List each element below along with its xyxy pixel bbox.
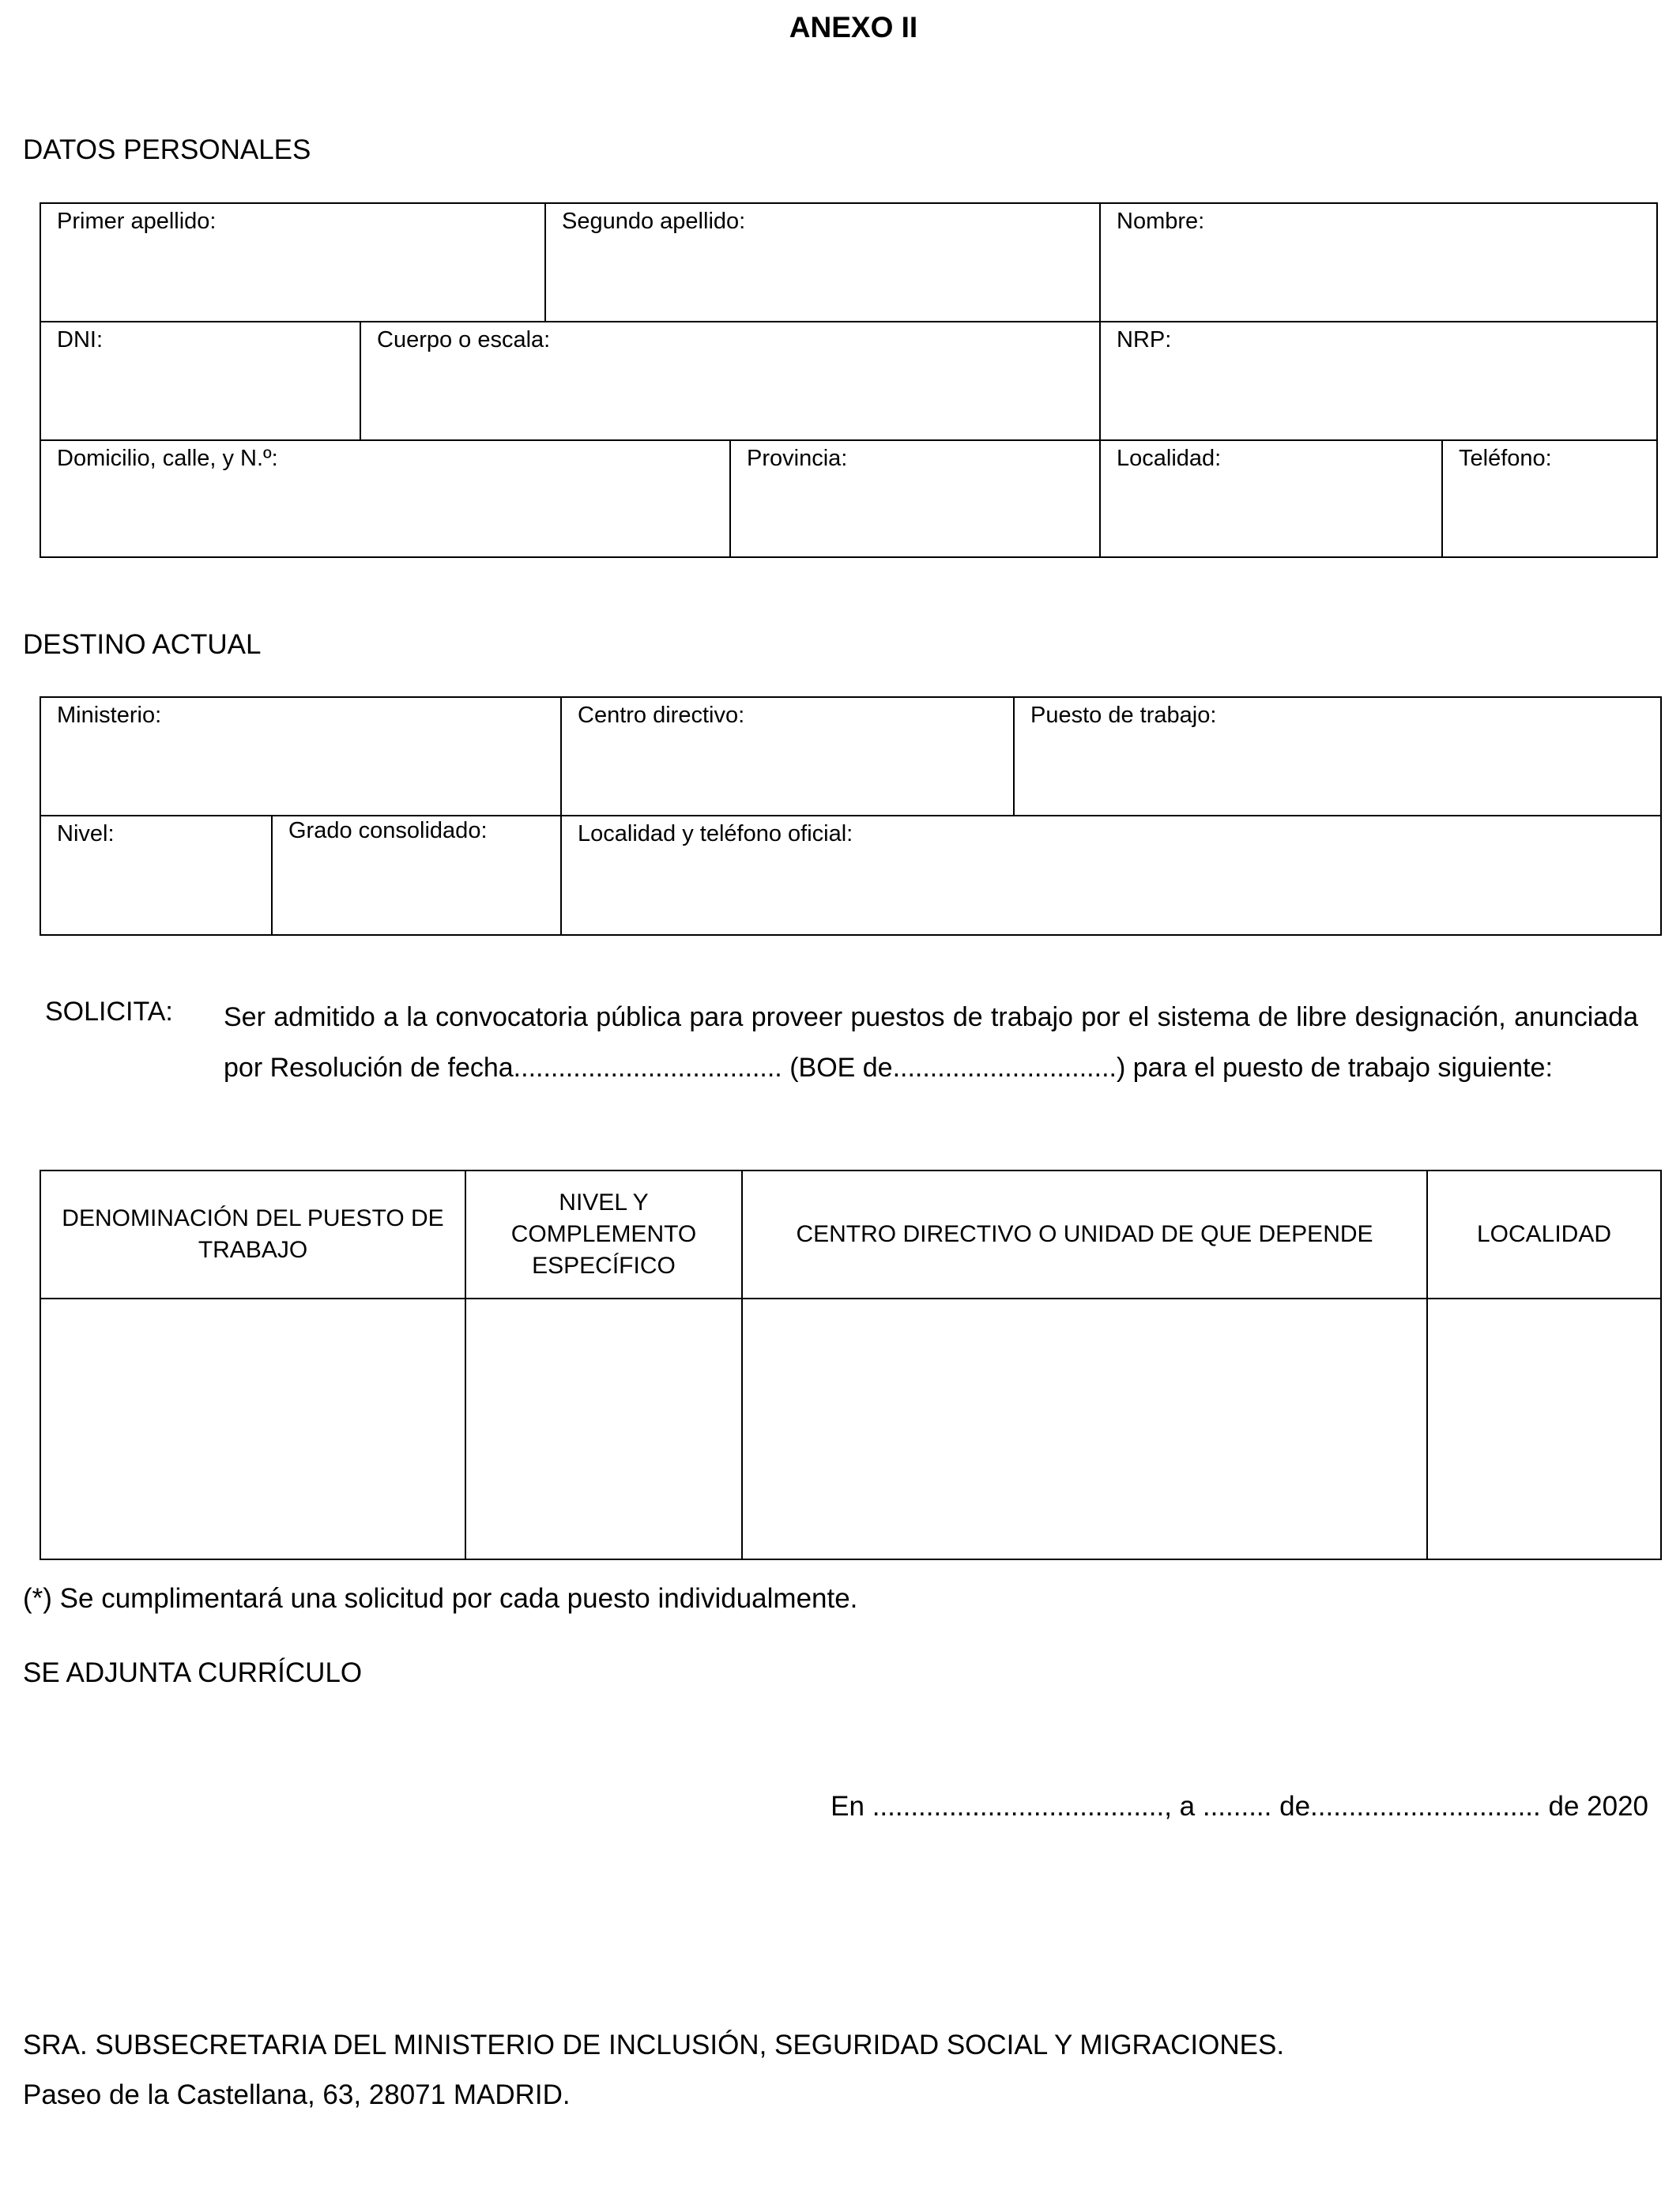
provincia-field[interactable]: [731, 441, 1101, 556]
denominacion-input-cell[interactable]: [41, 1299, 466, 1559]
nombre-field[interactable]: [1101, 204, 1656, 322]
ministerio-field[interactable]: [41, 698, 562, 816]
primer-apellido-label: Primer apellido:: [57, 209, 217, 234]
header-localidad: LOCALIDAD: [1428, 1171, 1660, 1299]
localidad-field[interactable]: [1101, 441, 1443, 556]
solicita-label: SOLICITA:: [45, 997, 173, 1027]
grado-consolidado-label: Grado consolidado:: [288, 818, 488, 843]
dni-field[interactable]: [41, 322, 361, 441]
cuerpo-escala-field[interactable]: [361, 322, 1101, 441]
recipient-line-1: SRA. SUBSECRETARIA DEL MINISTERIO DE INCLUSIÓN, SEGURIDAD SOCIAL Y MIGRACIONES.: [23, 2030, 1285, 2060]
dni-label: DNI:: [57, 327, 103, 352]
nivel-field[interactable]: [41, 816, 273, 934]
puesto-trabajo-field[interactable]: [1015, 698, 1660, 816]
segundo-apellido-label: Segundo apellido:: [562, 209, 746, 234]
nrp-label: NRP:: [1117, 327, 1172, 352]
nivel-complemento-input-cell[interactable]: [466, 1299, 743, 1559]
primer-apellido-field[interactable]: [41, 204, 546, 322]
domicilio-label: Domicilio, calle, y N.º:: [57, 446, 278, 471]
localidad-telefono-field[interactable]: [562, 816, 1660, 934]
puestos-table: [40, 1170, 1662, 1560]
segundo-apellido-field[interactable]: [546, 204, 1101, 322]
cuerpo-escala-label: Cuerpo o escala:: [377, 327, 551, 352]
domicilio-field[interactable]: [41, 441, 731, 556]
centro-directivo-input-cell[interactable]: [743, 1299, 1428, 1559]
centro-directivo-field[interactable]: [562, 698, 1015, 816]
nivel-label: Nivel:: [57, 821, 115, 846]
adjunta-curriculo: SE ADJUNTA CURRÍCULO: [23, 1657, 363, 1688]
destino-actual-table: [40, 696, 1662, 936]
centro-directivo-label: Centro directivo:: [578, 703, 745, 728]
datos-personales-table: [40, 202, 1658, 558]
ministerio-label: Ministerio:: [57, 703, 162, 728]
telefono-field[interactable]: [1443, 441, 1656, 556]
note-text: (*) Se cumplimentará una solicitud por cada puesto individualmente.: [23, 1583, 858, 1614]
destino-actual-heading: DESTINO ACTUAL: [23, 629, 262, 660]
provincia-label: Provincia:: [747, 446, 848, 471]
grado-consolidado-field[interactable]: [273, 816, 562, 934]
nrp-field[interactable]: [1101, 322, 1656, 441]
document-title: ANEXO II: [789, 11, 918, 43]
recipient-line-2: Paseo de la Castellana, 63, 28071 MADRID.: [23, 2079, 571, 2110]
solicita-text: Ser admitido a la convocatoria pública para proveer puestos de trabajo por el sistema de libre designación, anunciada por Resolución de fecha.................................... (BOE de..............................) para el puesto de trabajo siguiente:: [224, 1002, 1638, 1083]
puesto-trabajo-label: Puesto de trabajo:: [1030, 703, 1217, 728]
localidad-telefono-label: Localidad y teléfono oficial:: [578, 821, 853, 846]
date-line: En ......................................, a ......... de.............................. de 2020: [831, 1791, 1648, 1822]
header-denominacion: DENOMINACIÓN DEL PUESTO DE TRABAJO: [41, 1171, 466, 1299]
localidad-label: Localidad:: [1117, 446, 1222, 471]
telefono-label: Teléfono:: [1459, 446, 1552, 471]
nombre-label: Nombre:: [1117, 209, 1205, 234]
header-nivel-complemento: NIVEL Y COMPLEMENTO ESPECÍFICO: [466, 1171, 743, 1299]
localidad-input-cell[interactable]: [1428, 1299, 1660, 1559]
datos-personales-heading: DATOS PERSONALES: [23, 134, 311, 165]
header-centro-directivo: CENTRO DIRECTIVO O UNIDAD DE QUE DEPENDE: [743, 1171, 1428, 1299]
